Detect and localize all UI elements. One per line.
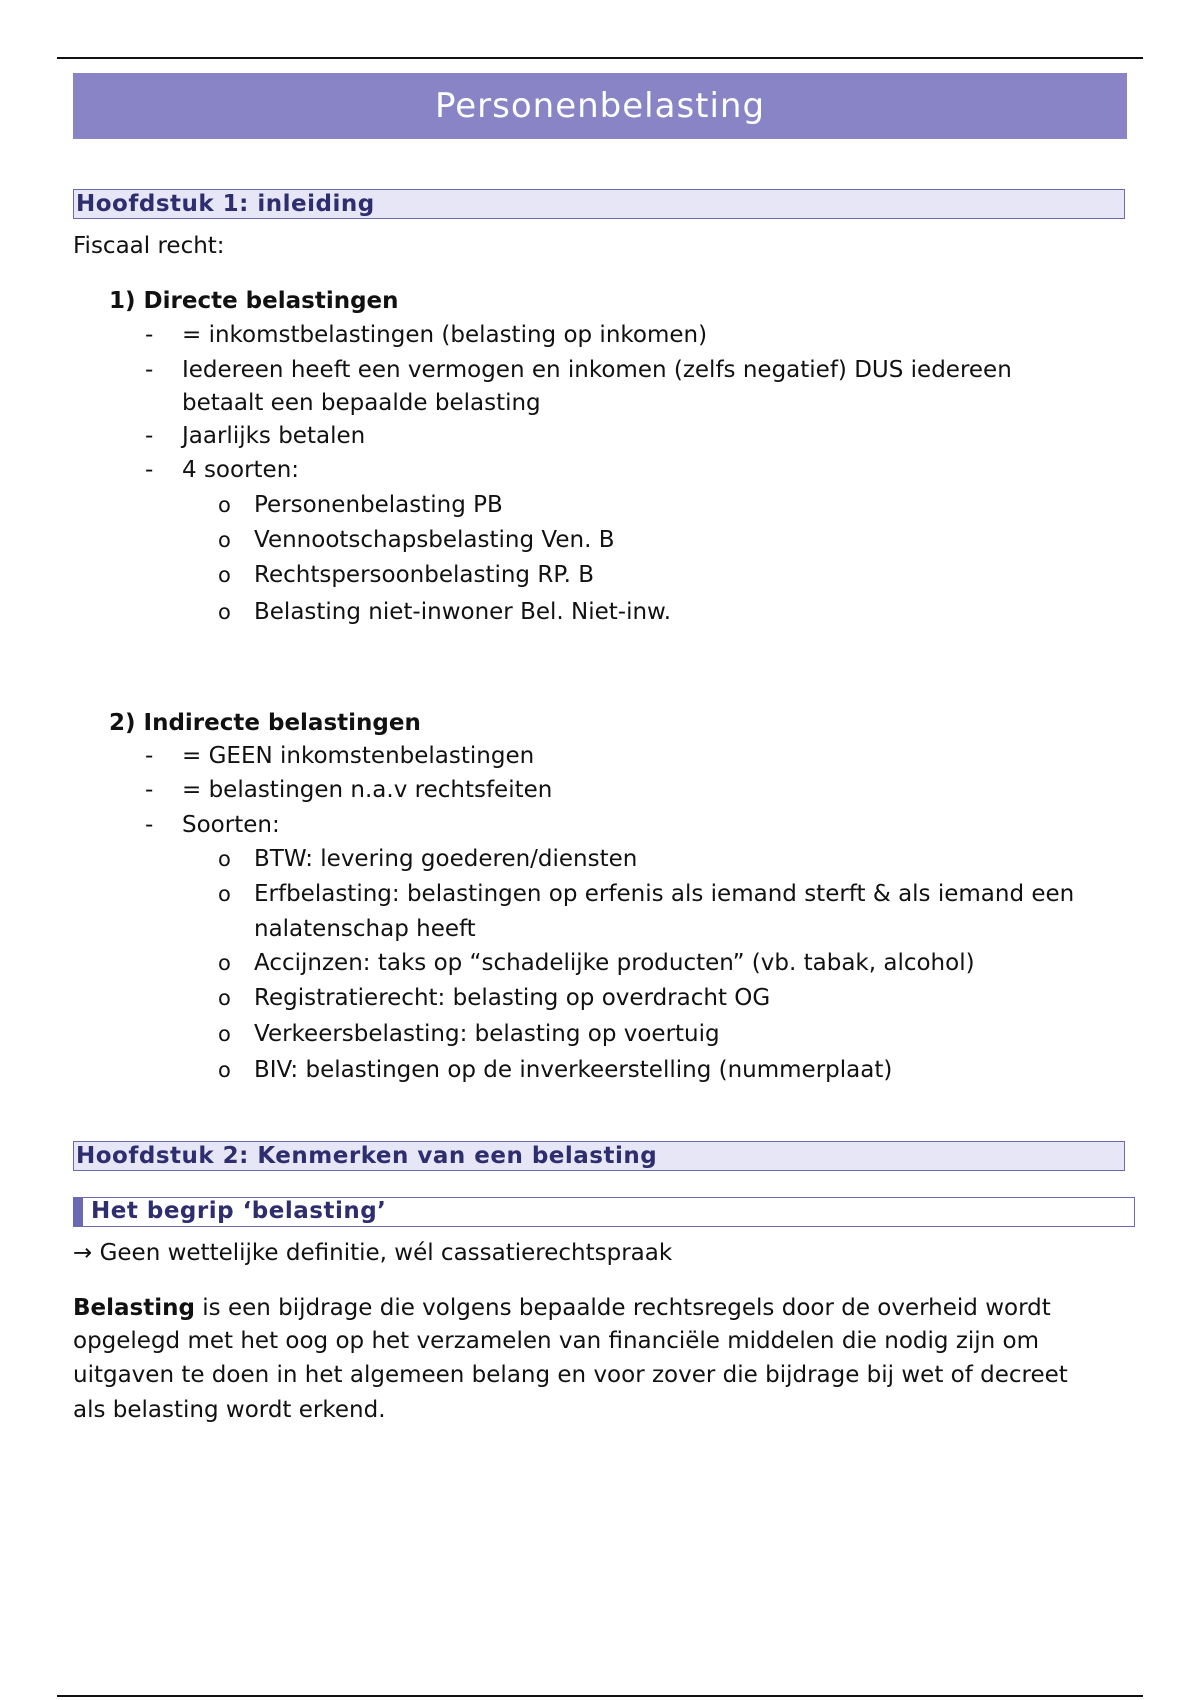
list-bullet: - xyxy=(145,743,154,769)
sublist-bullet: o xyxy=(218,882,231,906)
sublist-item: BTW: levering goederen/diensten xyxy=(254,846,638,872)
list-item: = inkomstbelastingen (belasting op inkomen) xyxy=(182,322,708,348)
arrow-note: → Geen wettelijke definitie, wél cassatierechtspraak xyxy=(73,1240,673,1266)
definition-paragraph-line: opgelegd met het oog op het verzamelen van financiële middelen die nodig zijn om xyxy=(73,1328,1040,1354)
chapter-1-heading: Hoofdstuk 1: inleiding xyxy=(73,189,1125,219)
intro-text: Fiscaal recht: xyxy=(73,233,225,259)
list-item: 4 soorten: xyxy=(182,457,300,483)
sublist-item: Vennootschapsbelasting Ven. B xyxy=(254,527,615,553)
list-item: Soorten: xyxy=(182,812,280,838)
list-item: Iedereen heeft een vermogen en inkomen (zelfs negatief) DUS iedereen xyxy=(182,357,1012,383)
sublist-bullet: o xyxy=(218,493,231,517)
top-rule xyxy=(57,57,1143,59)
subsection-heading: Het begrip ‘belasting’ xyxy=(73,1197,1135,1227)
list-bullet: - xyxy=(145,423,154,449)
sublist-bullet: o xyxy=(218,563,231,587)
sublist-item: Erfbelasting: belastingen op erfenis als iemand sterft & als iemand een xyxy=(254,881,1075,907)
list-item: Jaarlijks betalen xyxy=(182,423,366,449)
sublist-item: Registratierecht: belasting op overdracht OG xyxy=(254,985,771,1011)
list-bullet: - xyxy=(145,812,154,838)
list-item: = GEEN inkomstenbelastingen xyxy=(182,743,535,769)
list-bullet: - xyxy=(145,457,154,483)
sublist-item: Verkeersbelasting: belasting op voertuig xyxy=(254,1021,720,1047)
sublist-bullet: o xyxy=(218,1058,231,1082)
definition-paragraph-line-1 xyxy=(73,1291,1051,1325)
sublist-bullet: o xyxy=(218,1022,231,1046)
sublist-item: BIV: belastingen op de inverkeerstelling (nummerplaat) xyxy=(254,1057,893,1083)
section-1-heading: 1) Directe belastingen xyxy=(109,288,399,314)
definition-paragraph-line: uitgaven te doen in het algemeen belang en voor zover die bijdrage bij wet of decreet xyxy=(73,1362,1068,1388)
list-item: = belastingen n.a.v rechtsfeiten xyxy=(182,777,553,803)
sublist-bullet: o xyxy=(218,528,231,552)
list-bullet: - xyxy=(145,322,154,348)
sublist-bullet: o xyxy=(218,600,231,624)
section-2-heading: 2) Indirecte belastingen xyxy=(109,710,421,736)
sublist-bullet: o xyxy=(218,847,231,871)
sublist-bullet: o xyxy=(218,951,231,975)
sublist-bullet: o xyxy=(218,986,231,1010)
definition-text: is een bijdrage die volgens bepaalde rechtsregels door de overheid wordt xyxy=(194,1295,1051,1321)
sublist-item: Rechtspersoonbelasting RP. B xyxy=(254,562,595,588)
document-title: Personenbelasting xyxy=(73,73,1127,139)
list-bullet: - xyxy=(145,777,154,803)
sublist-item: Personenbelasting PB xyxy=(254,492,503,518)
list-bullet: - xyxy=(145,357,154,383)
sublist-item: Belasting niet-inwoner Bel. Niet-inw. xyxy=(254,599,672,625)
sublist-item: Accijnzen: taks op “schadelijke producten” (vb. tabak, alcohol) xyxy=(254,950,975,976)
sublist-item-continuation: nalatenschap heeft xyxy=(254,916,476,942)
definition-term: Belasting xyxy=(73,1295,195,1321)
chapter-2-heading: Hoofdstuk 2: Kenmerken van een belasting xyxy=(73,1141,1125,1171)
definition-paragraph-line: als belasting wordt erkend. xyxy=(73,1397,386,1423)
bottom-rule xyxy=(57,1695,1143,1697)
list-item-continuation: betaalt een bepaalde belasting xyxy=(182,390,541,416)
